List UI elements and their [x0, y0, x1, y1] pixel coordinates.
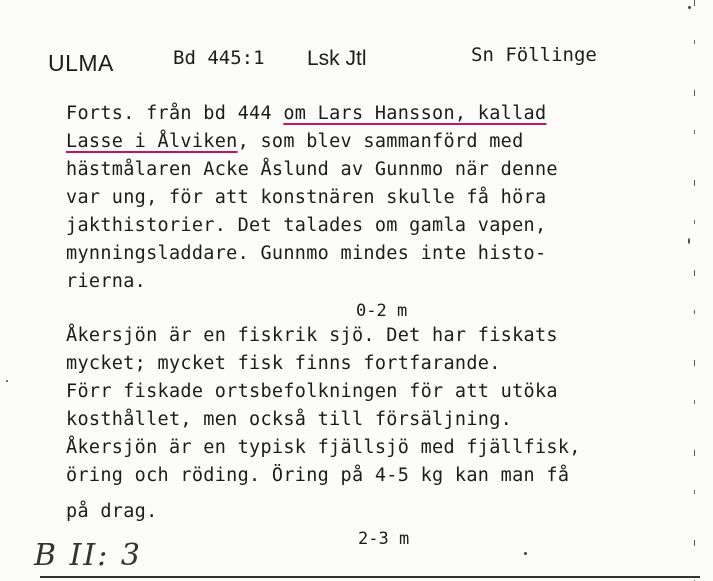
- underlined-nickname: Lasse i Ålviken: [66, 131, 238, 152]
- tape-marker-1: 0-2 m: [356, 301, 408, 321]
- text-line: Förr fiskade ortsbefolkningen för att utöka: [66, 381, 558, 402]
- text-line: Åkersjön är en typisk fjällsjö med fjällfisk,: [66, 437, 581, 458]
- text-line-1: [66, 103, 546, 124]
- parish-name: Sn Föllinge: [471, 44, 597, 66]
- archive-code: ULMA: [48, 50, 114, 76]
- scan-speck: [688, 238, 690, 244]
- card-bottom-edge: [40, 576, 700, 578]
- region-code: Lsk Jtl: [307, 47, 367, 70]
- text-line: öring och röding. Öring på 4-5 kg kan man få: [66, 465, 570, 486]
- underlined-name: om Lars Hansson, kallad: [283, 103, 547, 124]
- handwritten-label: B II: 3: [34, 538, 143, 573]
- text-line-2-end: , som blev sammanförd med: [237, 131, 524, 152]
- text-line: på drag.: [66, 501, 158, 522]
- card-right-edge: [694, 0, 695, 581]
- text-line: jakthistorier. Det talades om gamla vapen,: [66, 215, 547, 236]
- text-line: mycket; mycket fisk finns fortfarande.: [66, 353, 501, 374]
- scan-speck: [524, 552, 527, 555]
- text-line: var ung, för att konstnären skulle få höra: [66, 187, 547, 208]
- text-line-1-start: Forts. från bd 444: [66, 103, 284, 124]
- scan-speck: [6, 380, 8, 382]
- text-line: hästmålaren Acke Åslund av Gunnmo när denne: [66, 159, 558, 180]
- text-line: Åkersjön är en fiskrik sjö. Det har fiskats: [66, 325, 558, 346]
- tape-marker-2: 2-3 m: [358, 529, 410, 549]
- volume-reference: Bd 445:1: [173, 47, 265, 69]
- text-line: mynningsladdare. Gunnmo mindes inte histo-: [66, 243, 547, 264]
- text-line: rierna.: [66, 271, 147, 292]
- text-line: kosthållet, men också till försäljning.: [66, 409, 513, 430]
- scan-speck: [688, 6, 691, 9]
- text-line-2: [66, 131, 524, 152]
